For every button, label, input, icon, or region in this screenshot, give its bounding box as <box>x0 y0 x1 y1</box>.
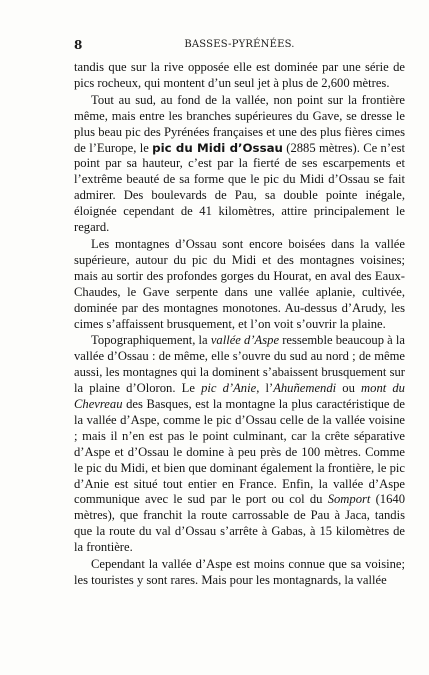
somport-term: Somport <box>327 492 371 507</box>
running-head-title: BASSES-PYRÉNÉES. <box>184 39 295 50</box>
paragraph-3-text: Les montagnes d’Ossau sont encore boisées dans la vallée supérieure, autour du pic du Midi et des montagnes voisines; mais au sortir des profondes gorges du Hourat, en aval des Eaux-Chaudes, le Gave serpente dans une vallée aplanie, cultivée, dominée par des montagnes monotones. Au-dessus d’Arudy, les cimes s’affaissent brusquement, et l’on voit s’ouvrir la plaine. <box>74 236 405 331</box>
paragraph-4-text-c: , l’ <box>256 381 274 396</box>
paragraph-1-text: tandis que sur la rive opposée elle est dominée par une série de pics rocheux, qui montent d’un seul jet à plus de 2,600 mètres. <box>74 60 405 90</box>
paragraph-4-text-b: ressemble beaucoup à la vallée d’Ossau : de même, elle s’ouvre du sud au nord ; de même aussi, les montagnes qui la dominent s’abaissent brusquement sur la plaine d’Oloron. Le <box>74 333 406 396</box>
body-text <box>74 60 405 589</box>
paragraph-1 <box>74 60 405 92</box>
paragraph-3 <box>74 237 405 332</box>
paragraph-2-text-a: Tout au sud, au fond de la vallée, non point sur la frontière même, mais entre les branches supérieures du Gave, se dresse le plus beau pic des Pyrénées françaises et une des plus fières cimes de l’Europe, le <box>74 92 405 155</box>
paragraph-4-text-a: Topographiquement, la <box>91 333 211 348</box>
mont-chevreau-term: mont du Chevreau <box>74 381 405 412</box>
paragraph-4-text-e: des Basques, est la montagne la plus caractéristique de la vallée d’Aspe, comme le pic d’Ossau celle de la vallée voisine ; mais il n’en est pas le point culminant, car la crête séparative d’Aspe et d’Ossau le domine à peu près de 100 mètres. Comme le pic du Midi, et bien que dominant également la frontière, le pic d’Anie est situé tout entier en France. Enfin, la vallée d’Aspe communique avec le sud par le port ou col du <box>74 397 405 507</box>
paragraph-2-text-b: (2885 mètres). Ce n’est point par sa hauteur, c’est par la fierté de ses escarpements et l’extrême beauté de sa forme que le pic du Midi d’Ossau se fait admirer. Des boulevards de Pau, sa double pointe inégale, éloignée cependant de 41 kilomètres, attire principalement le regard. <box>74 140 405 235</box>
vallee-aspe-term: vallée d’Aspe <box>210 333 280 348</box>
ahunemendi-term: Ahuñemendi <box>273 381 337 396</box>
paragraph-4-text-f: (1640 mètres), que franchit la route carrossable de Pau à Jaca, tandis que la route du val d’Ossau s’arrête à Gabas, à 15 kilomètres de la frontière. <box>74 492 405 555</box>
paragraph-5-text: Cependant la vallée d’Aspe est moins connue que sa voisine; les touristes y sont rares. Mais pour les montagnards, la vallée <box>74 557 405 587</box>
paragraph-5 <box>74 557 405 589</box>
paragraph-2 <box>74 93 405 236</box>
running-head <box>74 38 405 52</box>
paragraph-4 <box>74 333 405 556</box>
page-number: 8 <box>74 38 83 52</box>
paragraph-4-text-d: ou <box>336 381 362 396</box>
pic-anie-term: pic d’Anie <box>201 381 257 396</box>
pic-du-midi-name: pic du Midi d’Ossau <box>152 140 283 155</box>
